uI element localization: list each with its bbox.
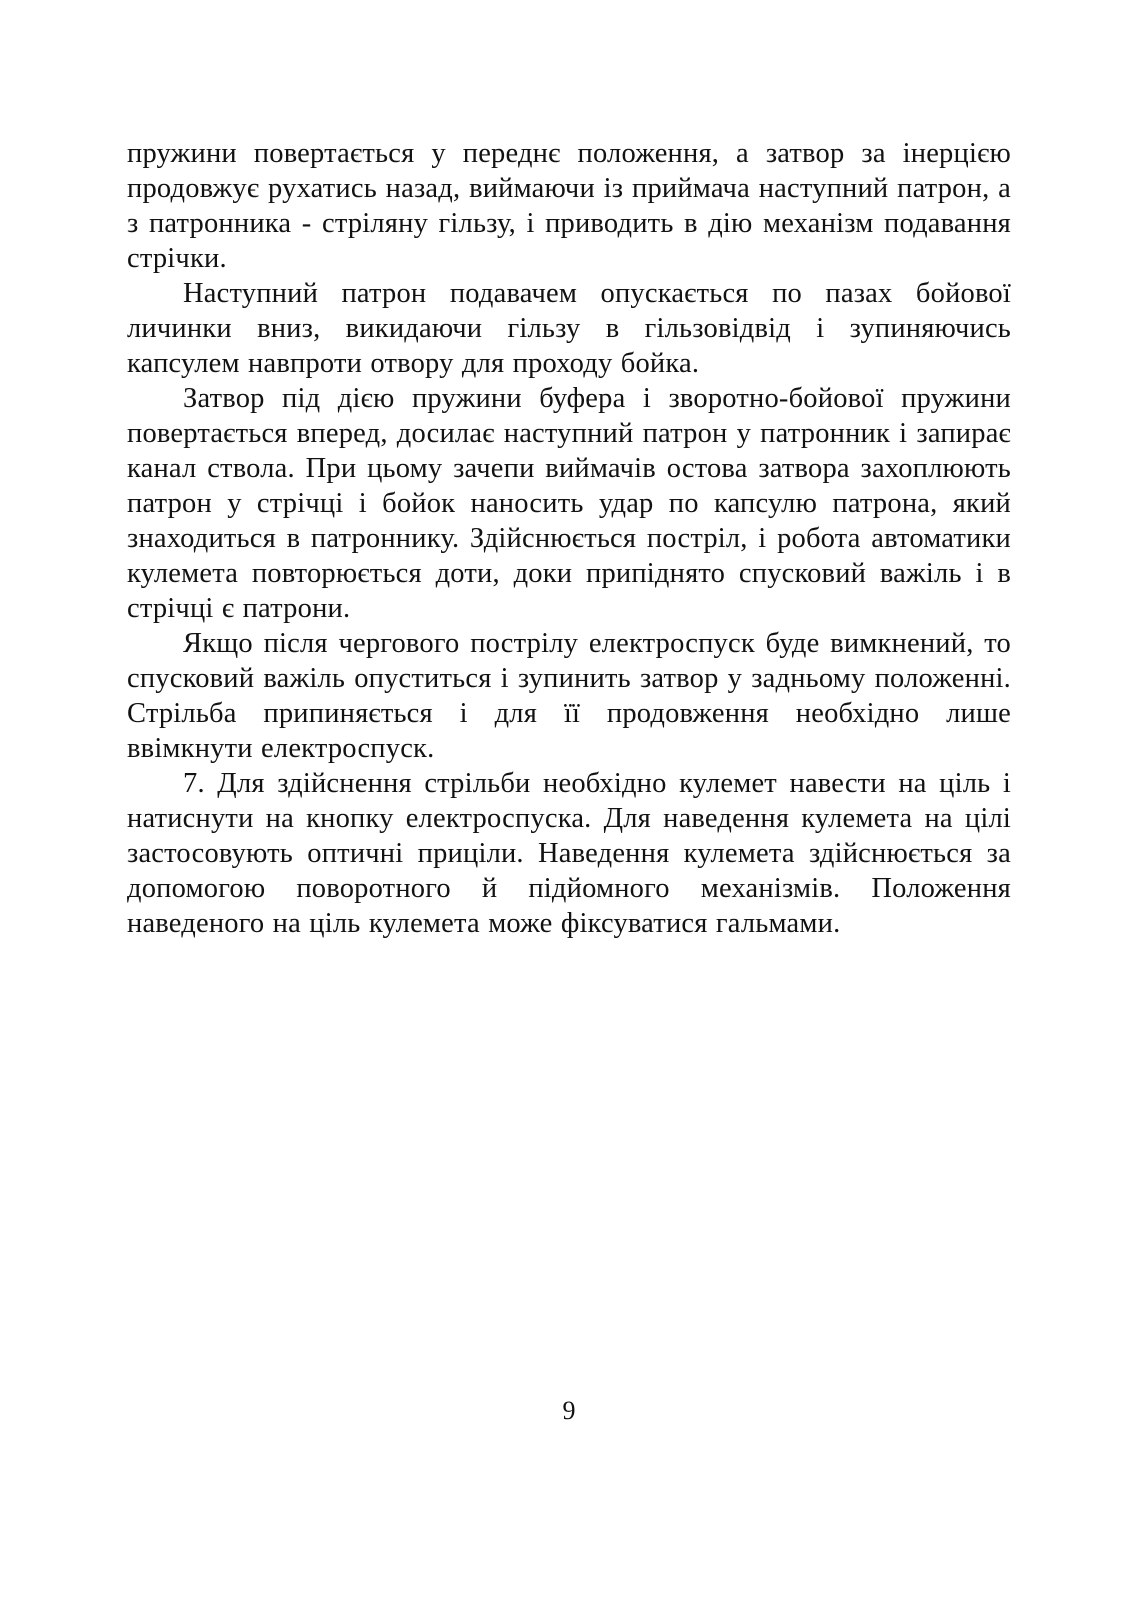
paragraph-continuation: пружини повертається у переднє положення, а затвор за інерцією продовжує рухатись назад, виймаючи із приймача наступний патрон, а з патронника - стріляну гільзу, і приводить в дію механізм подавання стрічки. <box>127 138 1011 274</box>
paragraph: Затвор під дією пружини буфера і зворотно-бойової пружини повертається вперед, досилає наступний патрон у патронник і запирає канал ствола. При цьому зачепи виймачів остова затвора захоплюють патрон у стрічці і бойок наносить удар по капсулю патрона, який знаходиться в патроннику. Здійснюється постріл, і робота автоматики кулемета повторюється доти, доки припіднято спусковий важіль і в стрічці є патрони. <box>127 383 1011 624</box>
paragraph-numbered-item-7: 7. Для здійснення стрільби необхідно кулемет навести на ціль і натиснути на кнопку електроспуска. Для наведення кулемета на цілі застосовують оптичні приціли. Наведення кулемета здійснюється за допомогою поворотного й підйомного механізмів. Положення наведеного на ціль кулемета може фіксуватися гальмами. <box>127 768 1011 939</box>
page-number: 9 <box>562 1396 576 1425</box>
paragraph: Якщо після чергового пострілу електроспуск буде вимкнений, то спусковий важіль опуститься і зупинить затвор у задньому положенні. Стрільба припиняється і для її продовження необхідно лише ввімкнути електроспуск. <box>127 628 1011 764</box>
body-text <box>127 136 1011 941</box>
paragraph: Наступний патрон подавачем опускається по пазах бойової личинки вниз, викидаючи гільзу в гільзовідвід і зупиняючись капсулем навпроти отвору для проходу бойка. <box>127 278 1011 379</box>
